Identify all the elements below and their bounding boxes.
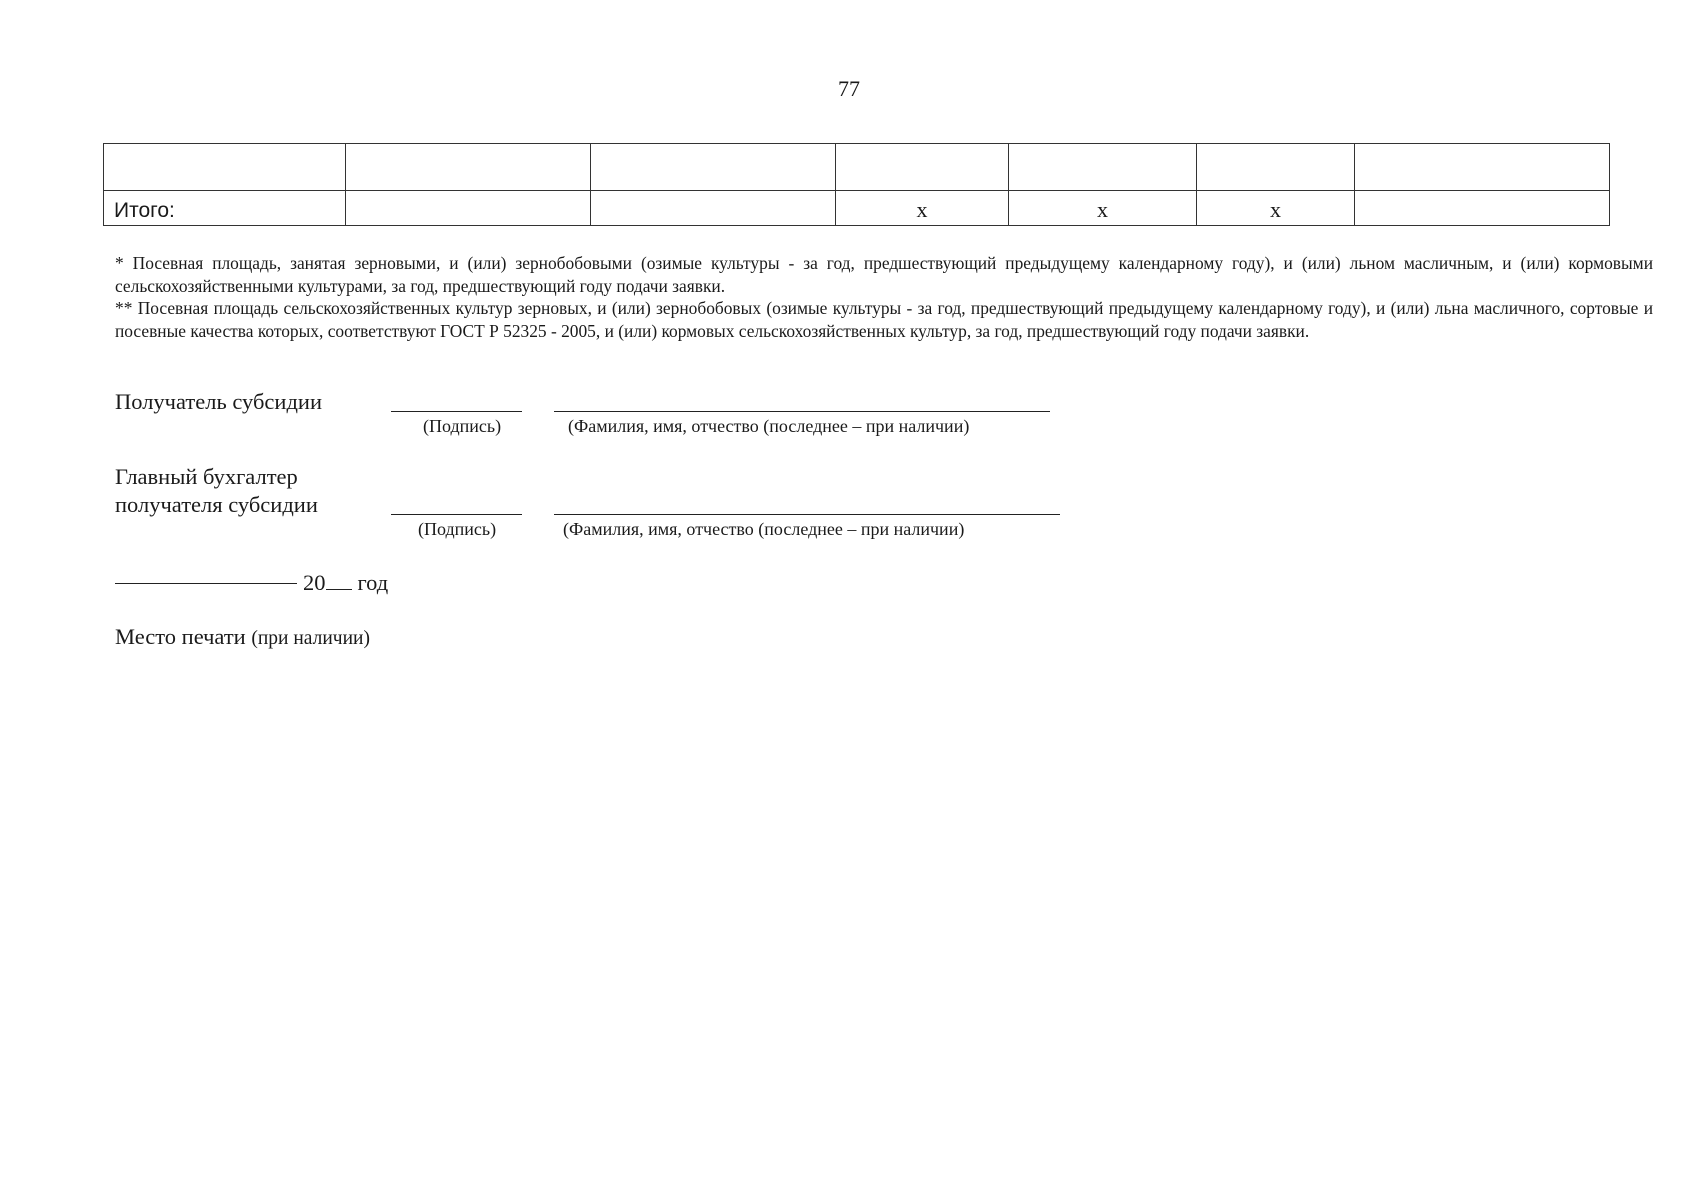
total-cell [1355, 191, 1610, 226]
table-row-total [104, 191, 1610, 226]
recipient-name-caption: (Фамилия, имя, отчество (последнее – при наличии) [568, 416, 970, 436]
table-cell [346, 144, 591, 191]
total-cell-x: х [836, 191, 1009, 226]
table-cell [836, 144, 1009, 191]
table-cell [104, 144, 346, 191]
recipient-name-line [554, 411, 1050, 412]
accountant-name-caption: (Фамилия, имя, отчество (последнее – при наличии) [563, 519, 965, 539]
recipient-signature-caption: (Подпись) [423, 416, 502, 436]
page-number: 77 [838, 76, 860, 101]
date-year-blank [326, 571, 352, 590]
footnote-1: * Посевная площадь, занятая зерновыми, и (или) зернобобовыми (озимые культуры - за год, предшествующий предыдущему календарному году), и (или) льном масличным, и (или) кормовыми сельскохозяйственными культурами, за год, предшествующий году подачи заявки. [115, 253, 1653, 296]
stamp-note: (при наличии) [251, 628, 370, 649]
recipient-signature-line [391, 411, 522, 412]
accountant-signature-line [391, 514, 522, 515]
accountant-label-line1: Главный бухгалтер [115, 464, 298, 489]
accountant-name-line [554, 514, 1060, 515]
footnote-2: ** Посевная площадь сельскохозяйственных культур зерновых, и (или) зернобобовых (озимые культуры - за год, предшествующий предыдущему календарному году), и (или) льна масличного, сортовые и посевные качества которых, соответствуют ГОСТ Р 52325 - 2005, и (или) кормовых сельскохозяйственных культур, за год, предшествующий году подачи заявки. [115, 298, 1653, 341]
table-row-empty [104, 144, 1610, 191]
total-label: Итого: [104, 191, 346, 226]
total-cell [591, 191, 836, 226]
table-cell [1009, 144, 1197, 191]
table-cell [1355, 144, 1610, 191]
accountant-signature-caption: (Подпись) [418, 519, 497, 539]
stamp-place [115, 624, 370, 650]
stamp-main: Место печати [115, 624, 246, 649]
table-cell [1197, 144, 1355, 191]
total-cell [346, 191, 591, 226]
table-cell [591, 144, 836, 191]
total-cell-x: х [1197, 191, 1355, 226]
footnotes [115, 252, 1653, 342]
total-cell-x: х [1009, 191, 1197, 226]
date-year-suffix: год [357, 570, 389, 595]
date-year-prefix: 20 [303, 570, 326, 595]
date-text [303, 570, 388, 596]
recipient-label: Получатель субсидии [115, 389, 322, 414]
data-table [103, 143, 1610, 226]
date-line [115, 583, 297, 584]
accountant-label-line2: получателя субсидии [115, 492, 318, 517]
